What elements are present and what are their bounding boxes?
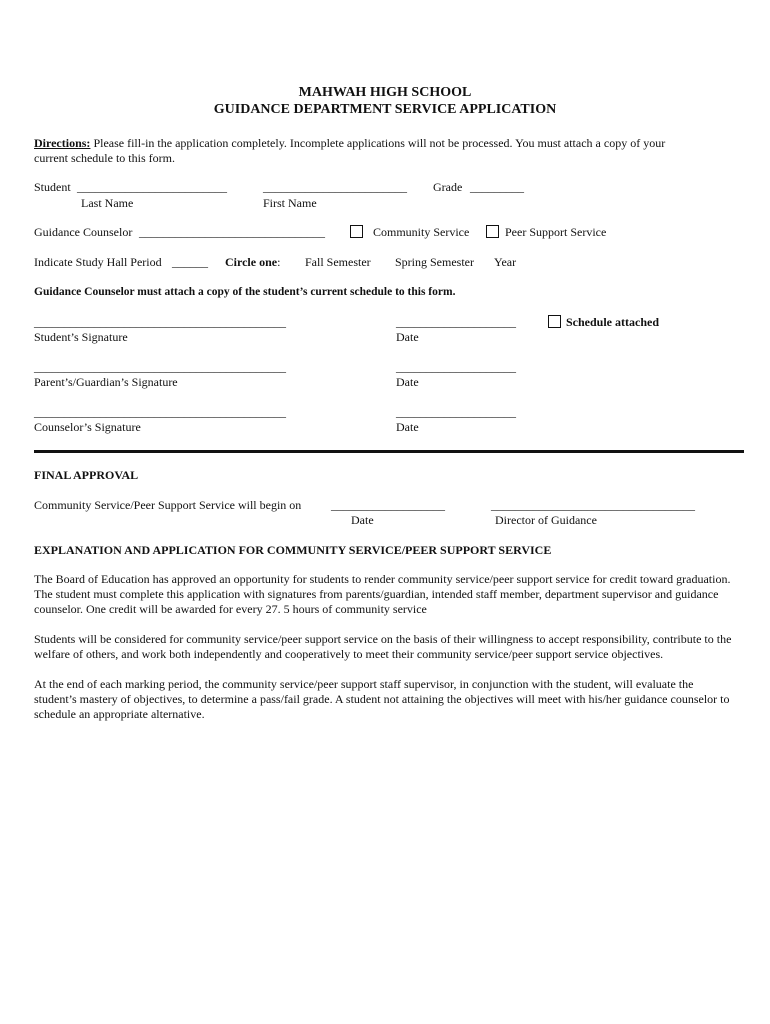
directions-line1 (34, 136, 665, 151)
student-date-field[interactable]: ____________________ (396, 315, 516, 329)
study-hall-label: Indicate Study Hall Period (34, 255, 162, 269)
last-name-caption: Last Name (81, 196, 134, 210)
circle-one-label (225, 255, 280, 270)
director-signature-field[interactable]: __________________________________ (491, 498, 695, 512)
first-name-field[interactable]: ________________________ (263, 180, 407, 194)
explanation-paragraph-1: The Board of Education has approved an opportunity for students to render community service/peer support service for credit toward graduation. The student must complete this application with signatures from parents/guardian, intended staff member, department supervisor and guidance counselor. One credit will be awarded for every 27. 5 hours of community service (34, 572, 731, 616)
director-caption: Director of Guidance (495, 513, 597, 527)
directions-text-2: current schedule to this form. (34, 151, 175, 165)
peer-support-checkbox[interactable] (486, 225, 499, 238)
spring-semester-option[interactable]: Spring Semester (395, 255, 474, 269)
community-service-checkbox[interactable] (350, 225, 363, 238)
counselor-date-caption: Date (396, 420, 419, 434)
student-label: Student (34, 180, 71, 194)
community-service-label: Community Service (373, 225, 470, 239)
counselor-note: Guidance Counselor must attach a copy of the student’s current schedule to this form. (34, 286, 456, 298)
directions-text-1: Please fill-in the application completely. Incomplete applications will not be processed. You must attach a copy of your (90, 136, 666, 150)
explanation-heading: EXPLANATION AND APPLICATION FOR COMMUNITY SERVICE/PEER SUPPORT SERVICE (34, 543, 552, 557)
begin-date-field[interactable]: ___________________ (331, 498, 445, 512)
grade-label: Grade (433, 180, 463, 194)
counselor-date-field[interactable]: ____________________ (396, 405, 516, 419)
parent-date-field[interactable]: ____________________ (396, 360, 516, 374)
first-name-caption: First Name (263, 196, 317, 210)
begin-date-caption: Date (351, 513, 374, 527)
parent-signature-field[interactable]: __________________________________________ (34, 360, 286, 374)
final-approval-heading: FINAL APPROVAL (34, 468, 139, 482)
directions-label: Directions: (34, 136, 91, 150)
student-date-caption: Date (396, 330, 419, 344)
student-signature-caption: Student’s Signature (34, 330, 128, 344)
fall-semester-option[interactable]: Fall Semester (305, 255, 371, 269)
last-name-field[interactable]: _________________________ (77, 180, 227, 194)
parent-signature-caption: Parent’s/Guardian’s Signature (34, 375, 178, 389)
circle-one-text: Circle one (225, 255, 278, 269)
counselor-signature-caption: Counselor’s Signature (34, 420, 141, 434)
guidance-counselor-label: Guidance Counselor (34, 225, 133, 239)
counselor-signature-field[interactable]: __________________________________________ (34, 405, 286, 419)
schedule-attached-checkbox[interactable] (548, 315, 561, 328)
study-hall-field[interactable]: ______ (172, 255, 208, 269)
section-divider (34, 450, 744, 453)
explanation-paragraph-2: Students will be considered for community service/peer support service on the basis of their willingness to accept responsibility, contribute to the welfare of others, and work both independently and cooperatively to meet their community service/peer support service objectives. (34, 632, 732, 661)
guidance-counselor-field[interactable]: _______________________________ (139, 225, 325, 239)
school-name: MAHWAH HIGH SCHOOL (298, 85, 472, 100)
page-title: GUIDANCE DEPARTMENT SERVICE APPLICATION (213, 102, 557, 117)
student-signature-field[interactable]: __________________________________________ (34, 315, 286, 329)
parent-date-caption: Date (396, 375, 419, 389)
year-option[interactable]: Year (494, 255, 517, 269)
circle-one-colon: : (277, 255, 281, 269)
explanation-paragraph-3: At the end of each marking period, the community service/peer support staff supervisor, in conjunction with the student, will evaluate the student’s mastery of objectives, to determine a pass/fail grade. A student not attaining the objectives will meet with his/her guidance counselor to schedule an appropriate alternative. (34, 677, 730, 721)
grade-field[interactable]: _________ (470, 180, 524, 194)
peer-support-label: Peer Support Service (505, 225, 607, 239)
begin-date-text: Community Service/Peer Support Service will begin on (34, 498, 302, 512)
schedule-attached-label: Schedule attached (566, 315, 659, 329)
